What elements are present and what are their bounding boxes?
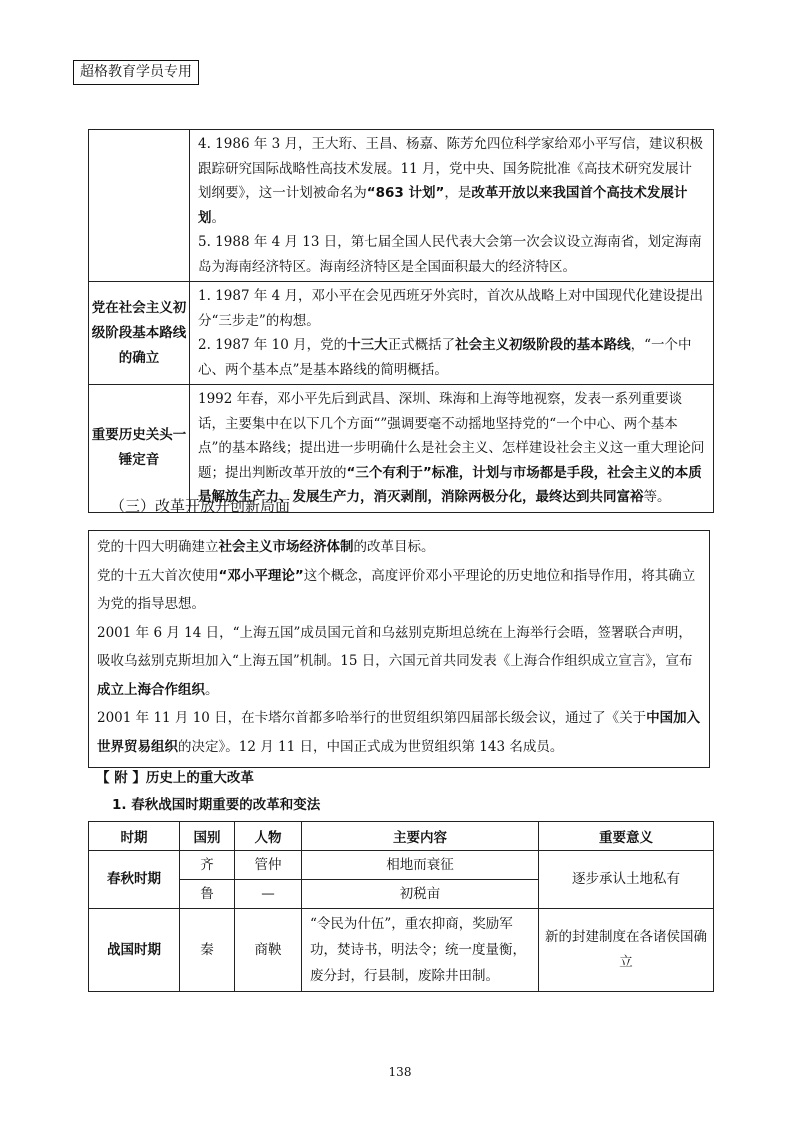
subsection-heading: 1. 春秋战国时期重要的改革和变法 <box>112 797 321 813</box>
text: 。 <box>205 681 219 698</box>
text: 2001 年 11 月 10 日，在卡塔尔首都多哈举行的世贸组织第四届部长级会议，通过了《关于 <box>97 710 647 726</box>
bold-text: 社会主义初级阶段的基本路线 <box>455 337 631 353</box>
significance-cell: 新的封建制度在各诸侯国确立 <box>539 909 714 992</box>
text: ，是 <box>444 185 472 201</box>
column-header: 重要意义 <box>539 822 714 851</box>
page-number: 138 <box>388 1065 412 1079</box>
content-cell: 相地而衰征 <box>302 851 539 880</box>
column-header: 人物 <box>235 822 302 851</box>
period-cell: 春秋时期 <box>89 851 180 909</box>
bold-text: “邓小平理论” <box>218 567 304 584</box>
person-cell: 管仲 <box>235 851 302 880</box>
summary-box <box>88 530 710 768</box>
text: 的改革目标。 <box>353 539 435 555</box>
text: 等。 <box>643 489 671 505</box>
bold-text: 社会主义市场经济体制 <box>218 539 354 555</box>
period-cell: 战国时期 <box>89 909 180 992</box>
significance-cell: 逐步承认土地私有 <box>539 851 714 909</box>
column-header: 主要内容 <box>302 822 539 851</box>
paragraph <box>97 704 701 761</box>
row-label <box>89 130 190 282</box>
text: 1992 年春，邓小平先后到武昌、深圳、珠海和上海等地视察，发表一系列重要谈话，主要集中在以下几个方面“”强调要毫不动摇地坚持党的“一个中心、两个基本点”的基本路线；提出进一步明确什么是社会主义、怎样建设社会主义这一重大理论问题；提出判断改革开放的 <box>198 391 705 481</box>
reform-table <box>88 821 714 992</box>
text: 的决定》。12 月 11 日，中国正式成为世贸组织第 143 名成员。 <box>178 738 564 755</box>
content-cell: 初税亩 <box>302 880 539 909</box>
column-header: 时期 <box>89 822 180 851</box>
row-content <box>190 385 714 513</box>
text: 2. 1987 年 10 月，党的 <box>198 337 348 353</box>
section-heading: （三）改革开放开创新局面 <box>110 497 291 515</box>
person-cell: — <box>235 880 302 909</box>
paragraph <box>97 533 701 562</box>
bold-text: “863 计划” <box>366 185 445 201</box>
text: 正式概括了 <box>387 337 456 353</box>
paragraph: 5. 1988 年 4 月 13 日，第七届全国人民代表大会第一次会议设立海南省，划定海南岛为海南经济特区。海南经济特区是全国面积最大的经济特区。 <box>198 234 702 275</box>
table-row <box>89 282 714 385</box>
text: 这个概念，高度评价邓小平理论的历史地位和指导作用，将其确立为党的指导思想。 <box>97 567 696 612</box>
person-cell: 商鞅 <box>235 909 302 992</box>
table-row <box>89 909 714 992</box>
text: ，“一个中心、两个基本点”是基本路线的简明概括。 <box>198 337 692 378</box>
paragraph <box>198 132 705 230</box>
bold-text: “三个有利于”标准，计划与市场都是手段，社会主义的本质是解放生产力、发展生产力，消灭剥削，消除两极分化，最终达到共同富裕 <box>198 464 702 505</box>
row-content <box>190 282 714 385</box>
state-cell: 秦 <box>180 909 235 992</box>
paragraph <box>198 387 705 510</box>
row-content <box>190 130 714 282</box>
bold-text: 成立上海合作组织 <box>97 681 205 698</box>
table-header-row <box>89 822 714 851</box>
content-cell: “令民为什伍”，重农抑商，奖励军功，焚诗书，明法令；统一度量衡，废分封，行县制，废除井田制。 <box>302 909 539 992</box>
header-tag: 超格教育学员专用 <box>73 60 199 85</box>
text: 4. 1986 年 3 月，王大珩、王昌、杨嘉、陈芳允四位科学家给邓小平写信，建议积极跟踪研究国际战略性高技术发展。11 月，党中央、国务院批准《高技术研究发展计划纲要》，这一计划被命名为 <box>198 136 703 201</box>
row-label: 重要历史关头一锤定音 <box>89 385 190 513</box>
paragraph <box>97 619 701 705</box>
text: 党的十五大首次使用 <box>97 567 219 584</box>
paragraph <box>198 333 705 382</box>
table-row <box>89 385 714 513</box>
bold-text: 十三大 <box>347 337 388 353</box>
appendix-heading: 【 附 】历史上的重大改革 <box>96 770 254 786</box>
bold-text: 中国加入世界贸易组织 <box>97 710 701 755</box>
state-cell: 鲁 <box>180 880 235 909</box>
reform-events-table <box>88 129 714 513</box>
text: 。 <box>211 209 225 226</box>
bold-text: 改革开放以来我国首个高技术发展计划 <box>198 185 688 226</box>
state-cell: 齐 <box>180 851 235 880</box>
table-row <box>89 851 714 880</box>
text: 党的十四大明确建立 <box>97 539 219 555</box>
paragraph <box>97 562 701 619</box>
paragraph: 1. 1987 年 4 月，邓小平在会见西班牙外宾时，首次从战略上对中国现代化建设提出分“三步走”的构想。 <box>198 288 703 329</box>
row-label: 党在社会主义初级阶段基本路线的确立 <box>89 282 190 385</box>
column-header: 国别 <box>180 822 235 851</box>
header-underline <box>73 84 184 85</box>
text: 2001 年 6 月 14 日，“上海五国”成员国元首和乌兹别克斯坦总统在上海举行会晤，签署联合声明，吸收乌兹别克斯坦加入“上海五国”机制。15 日，六国元首共同发表《上海合作组织成立宣言》，宣布 <box>97 624 693 669</box>
table-row <box>89 130 714 282</box>
